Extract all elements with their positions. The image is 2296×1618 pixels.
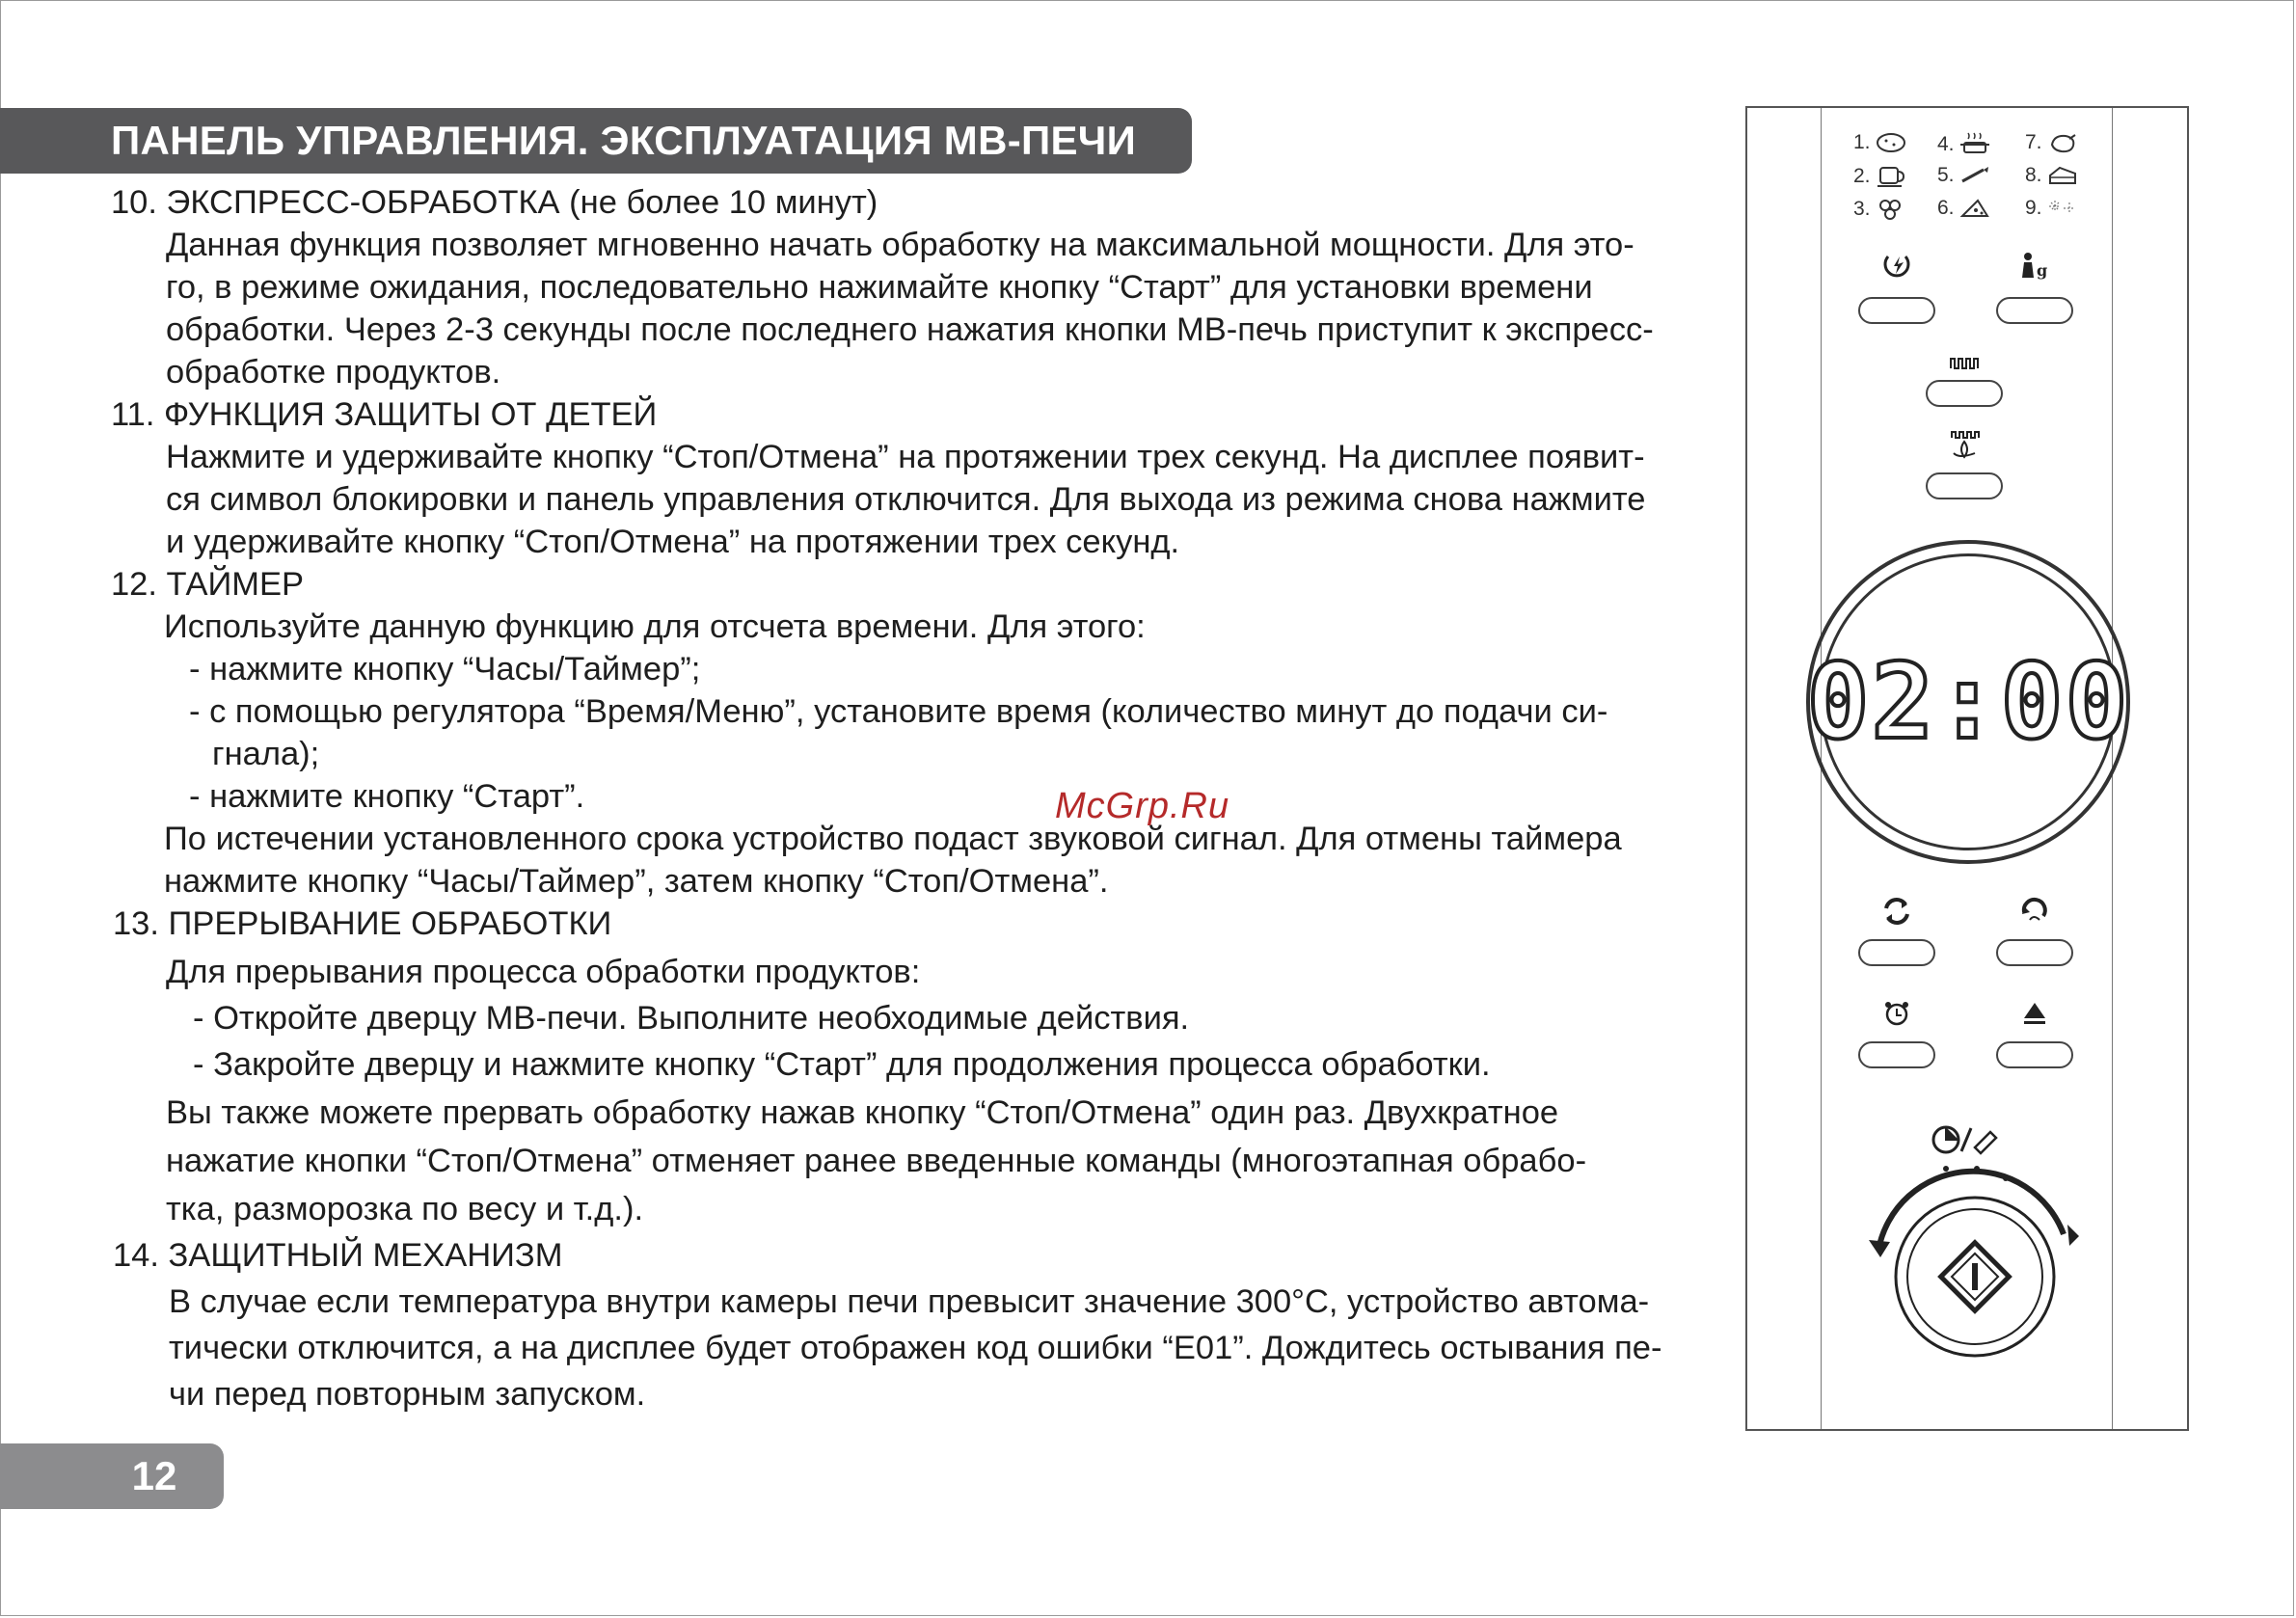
dial-dot bbox=[2003, 1175, 2009, 1181]
bullet-line: - нажмите кнопку “Старт”. bbox=[189, 778, 585, 815]
bullet-line: - с помощью регулятора “Время/Меню”, установите время (количество минут до подачи си- bbox=[189, 693, 1608, 730]
paragraph-line: В случае если температура внутри камеры печи превысит значение 300°С, устройство автома- bbox=[169, 1283, 1650, 1320]
dial-dot bbox=[1974, 1166, 1980, 1172]
refresh-icon bbox=[1880, 895, 1913, 928]
item-14-heading: 14. ЗАЩИТНЫЙ МЕХАНИЗМ bbox=[113, 1237, 563, 1274]
chicken-icon bbox=[2046, 131, 2079, 154]
paragraph-line: и удерживайте кнопку “Стоп/Отмена” на протяжении трех секунд. bbox=[166, 524, 1180, 560]
weight-defrost-icon bbox=[2018, 249, 2051, 282]
auto-reheat-button[interactable] bbox=[1858, 939, 1935, 966]
item-10-heading: 10. ЭКСПРЕСС-ОБРАБОТКА (не более 10 минут) bbox=[111, 184, 878, 221]
paragraph-line: тка, разморозка по весу и т.д.). bbox=[166, 1191, 644, 1227]
fish-icon bbox=[1958, 164, 1991, 187]
paragraph-line: обработки. Через 2-3 секунды после последнего нажатия кнопки МВ-печь приступит к экспресс- bbox=[166, 311, 1654, 348]
program-item bbox=[1853, 164, 1907, 189]
program-item bbox=[2025, 131, 2079, 154]
bullet-line: - Откройте дверцу МВ-печи. Выполните необходимые действия. bbox=[193, 1000, 1190, 1037]
section-title: ПАНЕЛЬ УПРАВЛЕНИЯ. ЭКСПЛУАТАЦИЯ МВ-ПЕЧИ bbox=[111, 118, 1137, 163]
program-number: 3. bbox=[1853, 198, 1871, 220]
clock-timer-button[interactable] bbox=[1858, 1041, 1935, 1068]
program-item bbox=[1853, 131, 1907, 154]
display-time: 02:00 bbox=[1806, 641, 2130, 763]
paragraph-line: Вы также можете прервать обработку нажав кнопку “Стоп/Отмена” один раз. Двухкратное bbox=[166, 1094, 1559, 1131]
paragraph-line: го, в режиме ожидания, последовательно нажимайте кнопку “Старт” для установки времени bbox=[166, 269, 1593, 306]
item-12-heading: 12. ТАЙМЕР bbox=[111, 566, 305, 603]
reheat-button[interactable] bbox=[1996, 939, 2073, 966]
microwave-power-icon bbox=[1880, 249, 1913, 282]
program-item bbox=[2025, 164, 2079, 187]
combination-button[interactable] bbox=[1926, 472, 2003, 499]
program-item bbox=[1853, 197, 1907, 222]
start-button[interactable] bbox=[1996, 1041, 2073, 1068]
dial-arrow-left bbox=[1869, 1240, 1890, 1257]
program-item bbox=[2025, 197, 2079, 220]
program-item bbox=[1937, 164, 1991, 187]
program-number: 8. bbox=[2025, 164, 2042, 186]
program-number: 6. bbox=[1937, 197, 1955, 219]
pizza-icon bbox=[1958, 197, 1991, 220]
display-ring bbox=[1806, 540, 2130, 864]
combination-icon bbox=[1948, 428, 1981, 461]
pot-steam-icon bbox=[1958, 131, 1991, 158]
item-13-heading: 13. ПРЕРЫВАНИЕ ОБРАБОТКИ bbox=[113, 905, 612, 942]
paragraph-line: нажмите кнопку “Часы/Таймер”, затем кнопку “Стоп/Отмена”. bbox=[164, 863, 1109, 900]
weight-defrost-button[interactable] bbox=[1996, 297, 2073, 324]
paragraph-line: Данная функция позволяет мгновенно начать обработку на максимальной мощности. Для это- bbox=[166, 227, 1634, 263]
program-number: 5. bbox=[1937, 164, 1955, 186]
paragraph-line: Для прерывания процесса обработки продуктов: bbox=[166, 954, 921, 990]
paragraph-line: По истечении установленного срока устройство подаст звуковой сигнал. Для отмены таймера bbox=[164, 821, 1622, 857]
alarm-clock-icon bbox=[1880, 997, 1913, 1030]
time-menu-dial[interactable] bbox=[1861, 1119, 2083, 1379]
page-number-tab bbox=[0, 1443, 224, 1509]
item-11-heading: 11. ФУНКЦИЯ ЗАЩИТЫ ОТ ДЕТЕЙ bbox=[111, 396, 658, 433]
bullet-line: - Закройте дверцу и нажмите кнопку “Старт” для продолжения процесса обработки. bbox=[193, 1046, 1491, 1083]
program-item bbox=[1937, 131, 1991, 158]
paragraph-line: чи перед повторным запуском. bbox=[169, 1376, 646, 1413]
program-item bbox=[1937, 197, 1991, 220]
dial-dot bbox=[1943, 1166, 1949, 1172]
paragraph-line: тически отключится, а на дисплее будет отображен код ошибки “Е01”. Дождитесь остывания пе- bbox=[169, 1330, 1662, 1366]
program-number: 4. bbox=[1937, 133, 1955, 155]
paragraph-line: Используйте данную функцию для отсчета времени. Для этого: bbox=[164, 608, 1146, 645]
bullet-line: гнала); bbox=[212, 736, 320, 772]
paragraph-line: обработке продуктов. bbox=[166, 354, 501, 391]
dial-arrow-right bbox=[2067, 1225, 2079, 1246]
cup-icon bbox=[1875, 164, 1907, 189]
snowflake-icon bbox=[2046, 197, 2079, 220]
paragraph-line: ся символ блокировки и панель управления отключится. Для выхода из режима снова нажмите bbox=[166, 481, 1646, 518]
vegetables-icon bbox=[1875, 197, 1907, 222]
program-number: 1. bbox=[1853, 131, 1871, 153]
program-number: 7. bbox=[2025, 131, 2042, 153]
svg-text:g: g bbox=[2037, 261, 2048, 280]
paragraph-line: нажатие кнопки “Стоп/Отмена” отменяет ранее введенные команды (многоэтапная обрабо- bbox=[166, 1143, 1587, 1179]
paragraph-line: Нажмите и удерживайте кнопку “Стоп/Отмена” на протяжении трех секунд. На дисплее появит- bbox=[166, 439, 1645, 475]
section-header bbox=[0, 108, 1192, 174]
program-number: 2. bbox=[1853, 165, 1871, 187]
reheat-icon bbox=[2018, 895, 2051, 928]
potato-icon bbox=[1875, 131, 1907, 154]
start-icon bbox=[2018, 997, 2051, 1030]
program-number: 9. bbox=[2025, 197, 2042, 219]
microwave-power-button[interactable] bbox=[1858, 297, 1935, 324]
watermark: McGrp.Ru bbox=[1055, 786, 1230, 826]
page-number: 12 bbox=[131, 1453, 177, 1498]
cake-icon bbox=[2046, 164, 2079, 187]
display-inner bbox=[1806, 553, 2130, 850]
grill-button[interactable] bbox=[1926, 380, 2003, 407]
bullet-line: - нажмите кнопку “Часы/Таймер”; bbox=[189, 651, 701, 688]
time-menu-icon bbox=[1933, 1127, 1996, 1153]
grill-icon bbox=[1948, 347, 1981, 380]
